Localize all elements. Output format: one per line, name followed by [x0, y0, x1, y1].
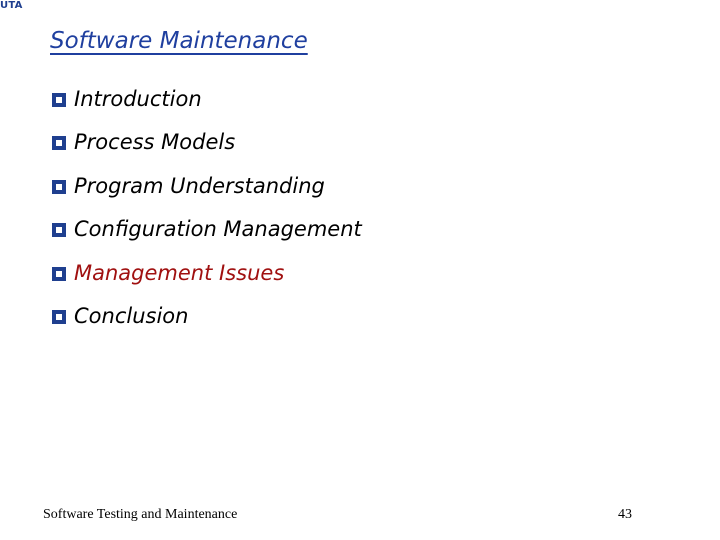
- bullet-text: Program Understanding: [74, 173, 325, 198]
- bullet-list: [52, 84, 362, 344]
- bullet-item-process-models: [52, 127, 362, 170]
- uta-logo: UTA: [0, 0, 23, 11]
- bullet-text: Process Models: [74, 130, 236, 155]
- page-number: 43: [618, 507, 632, 522]
- checkbox-bullet-icon: [52, 93, 66, 107]
- bullet-text-highlighted: Management Issues: [74, 260, 285, 285]
- checkbox-bullet-icon: [52, 267, 66, 281]
- bullet-item-introduction: [52, 84, 362, 127]
- bullet-item-configuration-management: [52, 214, 362, 257]
- slide-title: Software Maintenance: [50, 28, 308, 54]
- bullet-item-management-issues: [52, 258, 362, 301]
- bullet-item-program-understanding: [52, 171, 362, 214]
- checkbox-bullet-icon: [52, 180, 66, 194]
- bullet-text: Introduction: [74, 87, 202, 111]
- bullet-item-conclusion: [52, 301, 362, 344]
- footer-course-title: Software Testing and Maintenance: [43, 507, 238, 522]
- checkbox-bullet-icon: [52, 136, 66, 150]
- bullet-text: Conclusion: [74, 303, 189, 328]
- bullet-text: Configuration Management: [74, 217, 362, 242]
- checkbox-bullet-icon: [52, 223, 66, 237]
- checkbox-bullet-icon: [52, 310, 66, 324]
